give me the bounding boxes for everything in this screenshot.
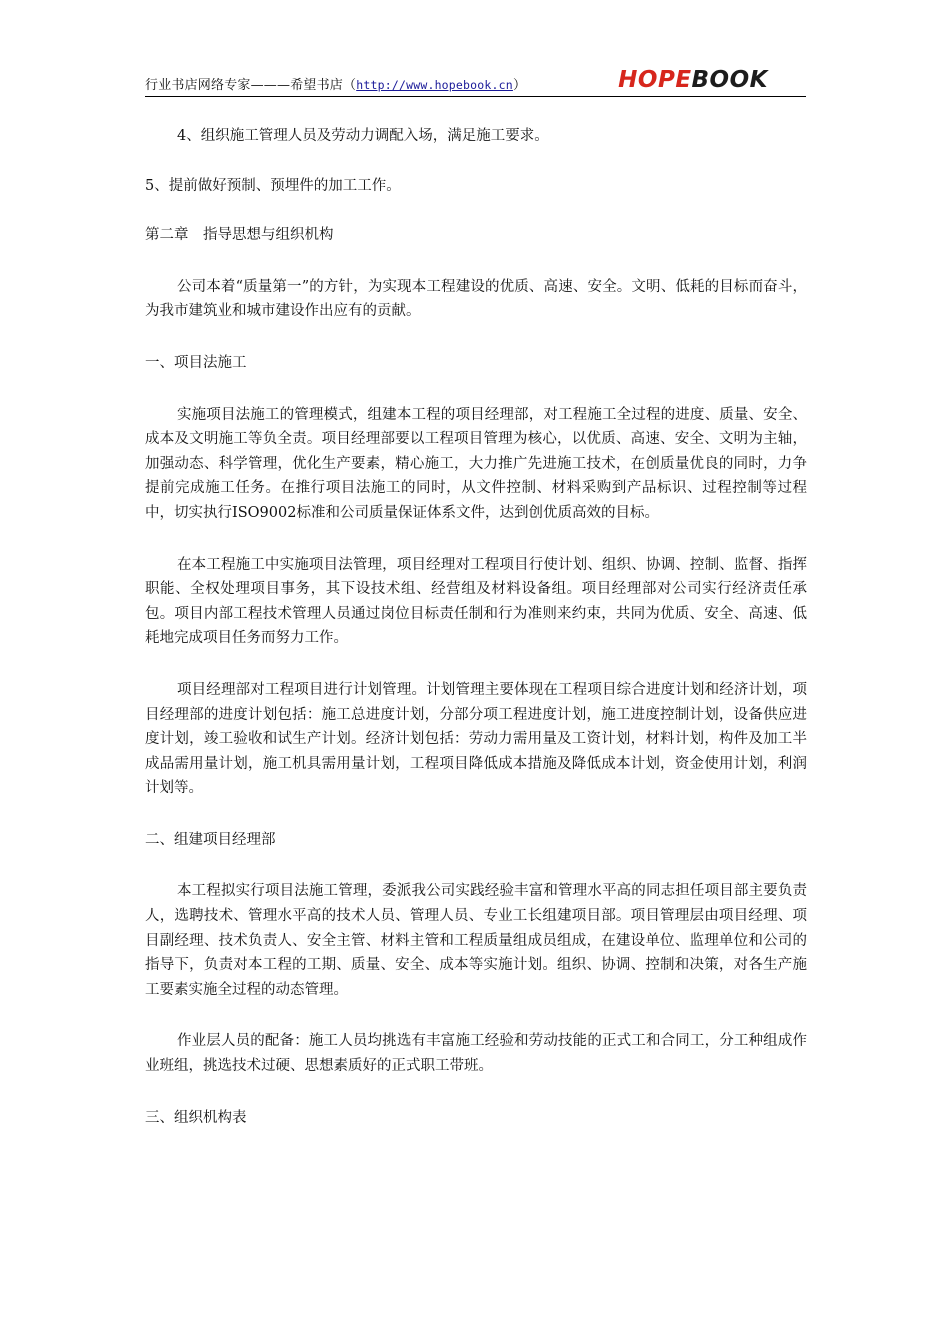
logo-book: BOOK <box>691 67 768 93</box>
logo-hope: HOPE <box>618 67 692 93</box>
paragraph-intro: 公司本着“质量第一”的方针，为实现本工程建设的优质、高速、安全。文明、低耗的目标而奋斗，为我市建筑业和城市建设作出应有的贡献。 <box>145 278 807 320</box>
paragraph-staffing: 作业层人员的配备：施工人员均挑选有丰富施工经验和劳动技能的正式工和合同工，分工种组成作业班组，挑选技术过硬、思想素质好的正式职工带班。 <box>145 1033 807 1075</box>
document-body <box>145 124 807 1130</box>
chapter-heading: 第二章 指导思想与组织机构 <box>145 227 334 244</box>
page-header <box>145 62 806 97</box>
section-heading-3: 三、组织机构表 <box>145 1109 247 1126</box>
section-heading-2: 二、组建项目经理部 <box>145 831 276 848</box>
header-suffix: ） <box>512 78 527 93</box>
paragraph-project-method: 实施项目法施工的管理模式，组建本工程的项目经理部，对工程施工全过程的进度、质量、安全、成本及文明施工等负全责。项目经理部要以工程项目管理为核心，以优质、高速、安全、文明为主轴，加强动态、科学管理，优化生产要素，精心施工，大力推广先进施工技术，在创质量优良的同时，力争提前完成施工任务。在推行项目法施工的同时，从文件控制、材料采购到产品标识、过程控制等过程中，切实执行ISO9002标准和公司质量保证体系文件，达到创优质高效的目标。 <box>145 406 807 521</box>
paragraph-project-management: 在本工程施工中实施项目法管理，项目经理对工程项目行使计划、组织、协调、控制、监督、指挥职能、全权处理项目事务，其下设技术组、经营组及材料设备组。项目经理部对公司实行经济责任承包。项目内部工程技术管理人员通过岗位目标责任制和行为准则来约束，共同为优质、安全、高速、低耗地完成项目任务而努力工作。 <box>145 556 807 647</box>
section-heading-1: 一、项目法施工 <box>145 354 247 371</box>
header-prefix: 行业书店网络专家———希望书店（ <box>145 78 357 93</box>
paragraph-item-4: 4、组织施工管理人员及劳动力调配入场，满足施工要求。 <box>177 128 549 144</box>
header-tagline <box>145 74 526 93</box>
paragraph-department: 本工程拟实行项目法施工管理，委派我公司实践经验丰富和管理水平高的同志担任项目部主要负责人，选聘技术、管理水平高的技术人员、管理人员、专业工长组建项目部。项目管理层由项目经理、项目副经理、技术负责人、安全主管、材料主管和工程质量组成员组成，在建设单位、监理单位和公司的指导下，负责对本工程的工期、质量、安全、成本等实施计划。组织、协调、控制和决策，对各生产施工要素实施全过程的动态管理。 <box>145 883 807 998</box>
paragraph-item-5: 5、提前做好预制、预埋件的加工工作。 <box>145 177 401 194</box>
paragraph-planning: 项目经理部对工程项目进行计划管理。计划管理主要体现在工程项目综合进度计划和经济计划，项目经理部的进度计划包括：施工总进度计划，分部分项工程进度计划，施工进度控制计划，设备供应进度计划，竣工验收和试生产计划。经济计划包括：劳动力需用量及工资计划，材料计划，构件及加工半成品需用量计划，施工机具需用量计划，工程项目降低成本措施及降低成本计划，资金使用计划，利润计划等。 <box>145 681 807 797</box>
hopebook-logo <box>618 69 768 92</box>
header-link[interactable]: http://www.hopebook.cn <box>356 78 513 92</box>
